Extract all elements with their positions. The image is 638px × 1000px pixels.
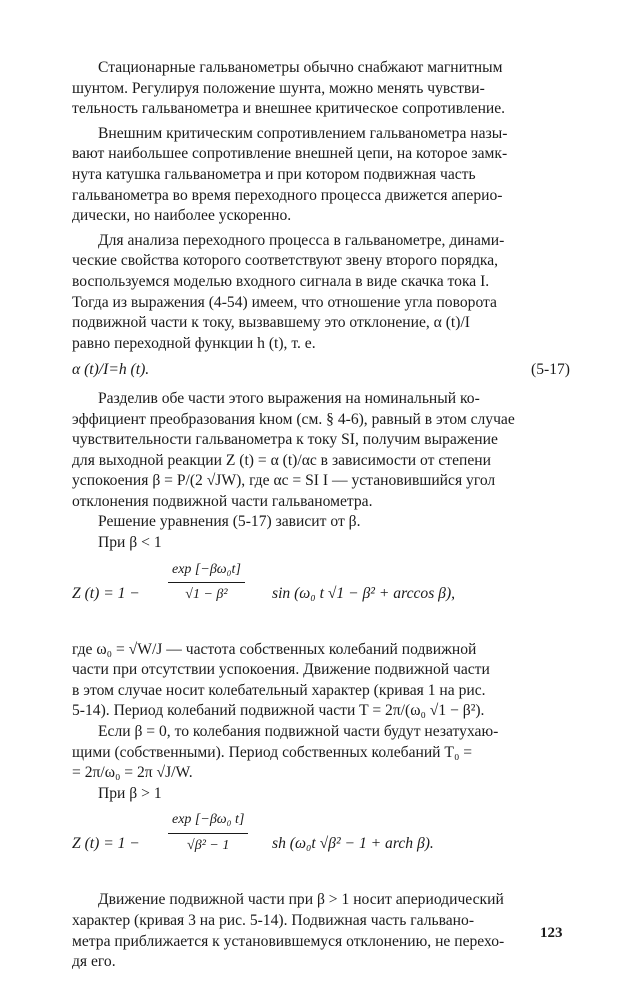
paragraph-7: Если β = 0, то колебания подвижной части будут незатухаю- щими (собственными). Период собственных колебаний T₀ = = 2π/ω₀ = 2π √J/W. bbox=[72, 723, 499, 782]
equation-5-17 bbox=[72, 360, 570, 381]
formula-2-numerator: exp [−βω₀ t] bbox=[168, 810, 248, 834]
formula-1-fraction bbox=[168, 560, 245, 606]
formula-1-lhs: Z (t) = 1 − bbox=[72, 584, 140, 602]
formula-2-fraction bbox=[168, 810, 248, 856]
formula-1-denominator: √1 − β² bbox=[185, 587, 228, 603]
paragraph-3: Для анализа переходного процесса в гальванометре, динами- ческие свойства которого соответствуют звену второго порядка, воспользуемся моделью входного сигнала в виде скачка тока I. Тогда из выражения (4-54) имеем, что отношение угла поворота подвижной части к току, вызвавшему это отклонение, α (t)/I равно переходной функции h (t), т. е. bbox=[72, 231, 505, 352]
formula-2-lhs: Z (t) = 1 − bbox=[72, 835, 140, 853]
formula-2-rhs: sh (ω₀t √β² − 1 + arch β). bbox=[272, 835, 434, 853]
paragraph-4: Разделив обе части этого выражения на номинальный ко- эффициент преобразования kном (см. § 4-6), равный в этом случае чувствительности гальванометра к току SI, получим выражение для выходной реакции Z (t) = α (t)/αc в зависимости от степени успокоения β = P/(2 √JW), где αc = SI I — установившийся угол отклонения подвижной части гальванометра. bbox=[72, 389, 515, 510]
formula-1-numerator: exp [−βω₀t] bbox=[168, 560, 245, 584]
case-beta-greater-1: При β > 1 bbox=[98, 784, 162, 802]
equation-text: α (t)/I=h (t). bbox=[72, 361, 150, 379]
equation-number: (5-17) bbox=[531, 361, 570, 379]
paragraph-1: Стационарные гальванометры обычно снабжают магнитным шунтом. Регулируя положение шунта, можно менять чувстви- тельность гальванометра и внешнее критическое сопротивление. bbox=[72, 59, 506, 118]
formula-beta-less-1 bbox=[72, 560, 570, 630]
formula-beta-greater-1 bbox=[72, 810, 570, 880]
paragraph-5: Решение уравнения (5-17) зависит от β. bbox=[98, 513, 361, 531]
case-beta-less-1: При β < 1 bbox=[98, 534, 162, 552]
formula-2-denominator: √β² − 1 bbox=[187, 838, 230, 853]
paragraph-6: где ω₀ = √W/J — частота собственных колебаний подвижной части при отсутствии успокоения. Движение подвижной части в этом случае носит колебательный характер (кривая 1 на рис. 5-14). Период колебаний подвижной части T = 2π/(ω₀ √1 − β²). bbox=[72, 640, 490, 720]
page-number: 123 bbox=[540, 925, 563, 941]
paragraph-8: Движение подвижной части при β > 1 носит апериодический характер (кривая 3 на рис. 5-14). Подвижная часть гальвано- метра приближается к установившемуся отклонению, не перехо- дя его. bbox=[72, 891, 505, 971]
formula-1-rhs: sin (ω₀ t √1 − β² + arccos β), bbox=[272, 584, 456, 602]
paragraph-2: Внешним критическим сопротивлением гальванометра назы- вают наибольшее сопротивление внешней цепи, на которое замк- нута катушка гальванометра и при котором подвижная часть гальванометра во время переходного процесса движется аперио- дически, но наиболее ускоренно. bbox=[72, 124, 508, 225]
page-body bbox=[72, 58, 570, 973]
